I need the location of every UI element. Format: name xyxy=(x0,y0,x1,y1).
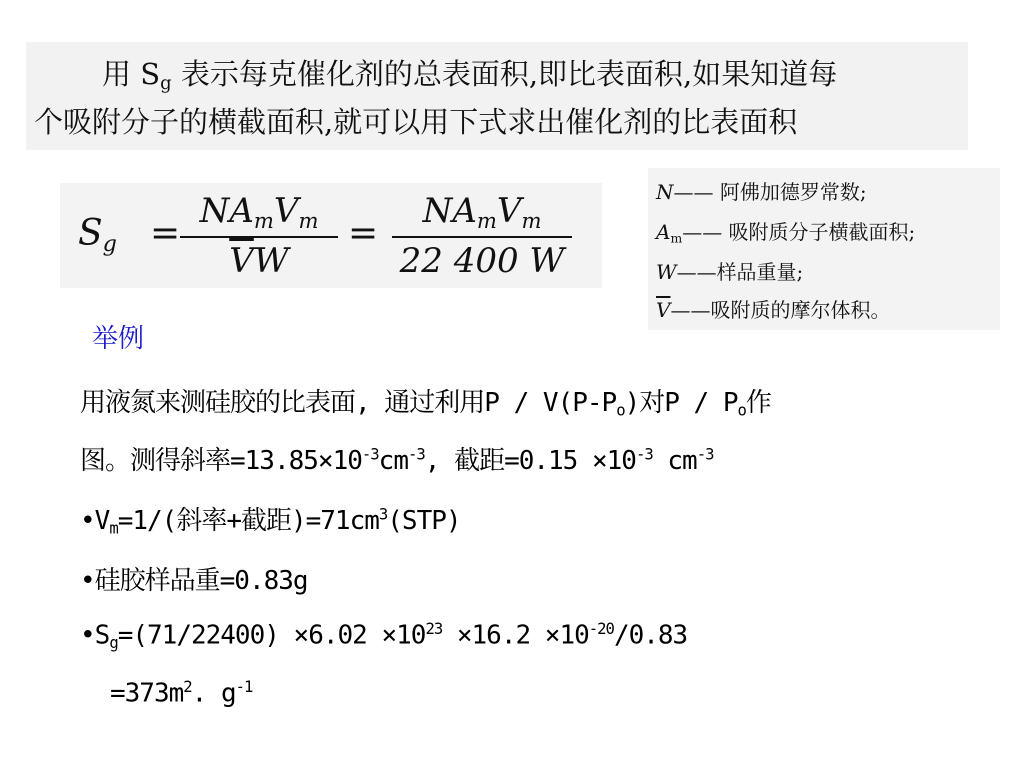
legend-row-n: N—— 阿佛加德罗常数; xyxy=(656,180,867,204)
legend-row-am: $A_m——$ 吸附质分子横截面积; xyxy=(656,220,916,246)
scan-line-1: 用 $S_g$ 表示每克催化剂的总表面积,即比表面积,如果知道每 xyxy=(102,57,838,95)
example-line-result: $=373m^2$. $g^{-1}$ xyxy=(110,678,253,709)
scan-line-2: 个吸附分子的横截面积,就可以用下式求出催化剂的比表面积 xyxy=(34,105,798,139)
legend-row-w: W——样品重量; xyxy=(656,260,804,284)
legend-image xyxy=(648,168,1000,330)
formula-image xyxy=(60,183,602,288)
example-line-vm: •Vm=1/(斜率+截距)$=71cm^3(STP)$ xyxy=(80,505,461,538)
formula-fraction-2: $NA_mV_m$ 22 400 W xyxy=(392,191,572,281)
formula-fraction-1: $NA_mV_m$ $\overline{V}W$ xyxy=(180,191,338,281)
formula-equals-1: = xyxy=(150,213,181,254)
legend-row-v: $\overline{V}——$吸附质的摩尔体积。 xyxy=(656,298,891,322)
example-line-weight: •硅胶样品重=0.83g xyxy=(80,566,308,596)
formula-lhs: $S_g$ xyxy=(78,213,117,258)
formula-equals-2: = xyxy=(348,213,379,254)
example-line-1: 用液氮来测硅胶的比表面, 通过利用P / V(P-Po)对P / Po作 xyxy=(80,388,771,420)
example-heading: 举例 xyxy=(92,324,145,354)
example-line-2: 图。测得斜率$=13.85\times 10^{-3}cm^{-3}$, 截距$=0.15 \times 10^{-3}$ $cm^{-3}$ xyxy=(80,445,714,476)
example-line-sg: •Sg=(71/22400) $\times 6.02 \times 10^{23} \times 16.2 \times 10^{-20}/0.83$ xyxy=(80,620,688,653)
scanned-text-image xyxy=(26,42,968,150)
